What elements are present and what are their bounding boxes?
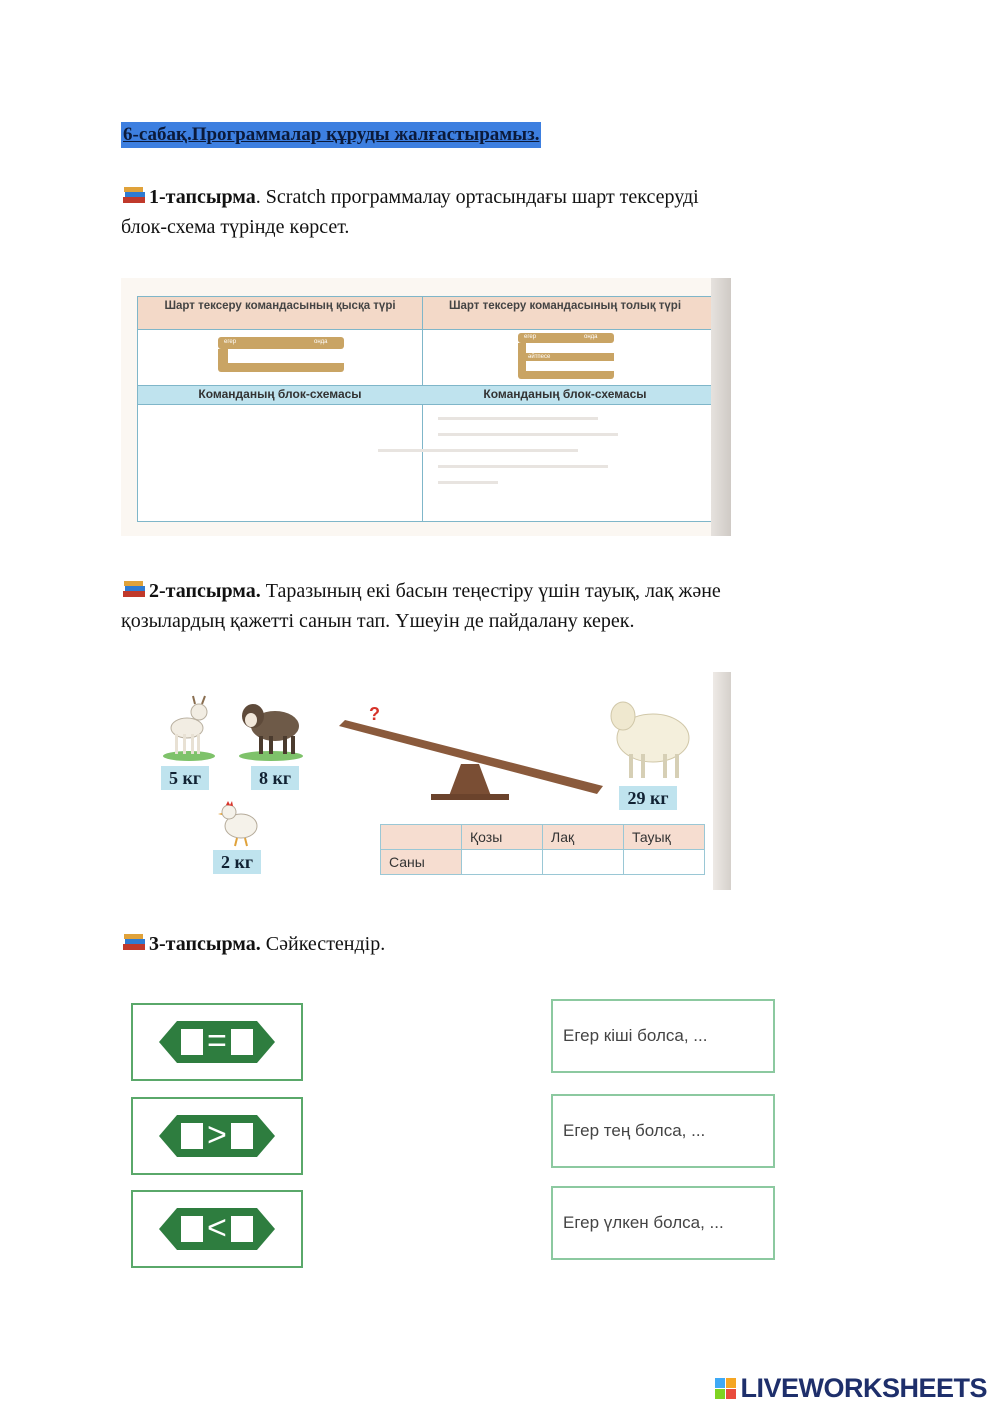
task2-label: 2-тапсырма. bbox=[149, 580, 261, 602]
header-short-form: Шарт тексеру командасының қысқа түрі bbox=[164, 300, 396, 312]
page-title: 6-сабақ.Программалар құруды жалғастырамыз. bbox=[121, 122, 541, 148]
header-chicken: Тауық bbox=[624, 825, 705, 850]
lamb-icon bbox=[233, 692, 305, 762]
books-icon bbox=[121, 578, 147, 600]
header-kid: Лақ bbox=[543, 825, 624, 850]
logo-mark-icon bbox=[715, 1378, 736, 1399]
answer-lamb-cell[interactable] bbox=[462, 850, 543, 875]
task2-text: 2-тапсырма. Таразының екі басын теңестіру үшін тауық, лақ және қозылардың қажетті санын тап. Үшеуін де пайдалану керек. bbox=[121, 580, 721, 632]
question-mark: ? bbox=[369, 704, 380, 724]
seesaw-icon bbox=[331, 712, 611, 802]
task3-text: 3-тапсырма. Сәйкестендір. bbox=[121, 929, 861, 959]
option-greater[interactable]: Егер үлкен болса, ... bbox=[551, 1186, 775, 1260]
chicken-icon bbox=[215, 798, 265, 848]
goat-icon bbox=[159, 694, 219, 762]
sheep-weight: 29 кг bbox=[619, 786, 677, 810]
option-less[interactable]: Егер кіші болса, ... bbox=[551, 999, 775, 1073]
sheep-icon bbox=[603, 692, 693, 784]
header-lamb: Қозы bbox=[462, 825, 543, 850]
option-equal[interactable]: Егер тең болса, ... bbox=[551, 1094, 775, 1168]
task1-text: 1-тапсырма. Scratch программалау ортасындағы шарт тексеруді блок-схема түрінде көрсет. bbox=[121, 186, 699, 238]
answer-kid-cell[interactable] bbox=[543, 850, 624, 875]
answer-table bbox=[380, 824, 705, 875]
flowchart-label-right: Команданың блок-схемасы bbox=[483, 387, 647, 401]
lamb-weight: 8 кг bbox=[251, 766, 299, 790]
answer-chicken-cell[interactable] bbox=[624, 850, 705, 875]
row-label-count: Саны bbox=[381, 850, 462, 875]
books-icon bbox=[121, 184, 147, 206]
goat-weight: 5 кг bbox=[161, 766, 209, 790]
books-icon bbox=[121, 931, 147, 953]
condition-table: Шарт тексеру командасының қысқа түрі Шарт тексеру командасының толық түрі Команданың блок-схемасы Команданың блок-схемасы егер онда егер онда әйтпесе bbox=[137, 296, 719, 522]
liveworksheets-logo bbox=[715, 1373, 987, 1404]
task1-label: 1-тапсырма bbox=[149, 186, 256, 208]
balance-scale-image bbox=[121, 672, 731, 890]
task3-label: 3-тапсырма. bbox=[149, 933, 261, 955]
symbol-greater-box[interactable]: > bbox=[131, 1097, 303, 1175]
flowchart-label-left: Команданың блок-схемасы bbox=[198, 387, 362, 401]
header-full-form: Шарт тексеру командасының толық түрі bbox=[448, 300, 682, 312]
logo-text: LIVEWORKSHEETS bbox=[740, 1373, 987, 1403]
symbol-less-box[interactable]: < bbox=[131, 1190, 303, 1268]
scratch-condition-table-image bbox=[121, 278, 731, 536]
matching-image bbox=[121, 993, 786, 1278]
symbol-equal-box[interactable]: = bbox=[131, 1003, 303, 1081]
chicken-weight: 2 кг bbox=[213, 850, 261, 874]
